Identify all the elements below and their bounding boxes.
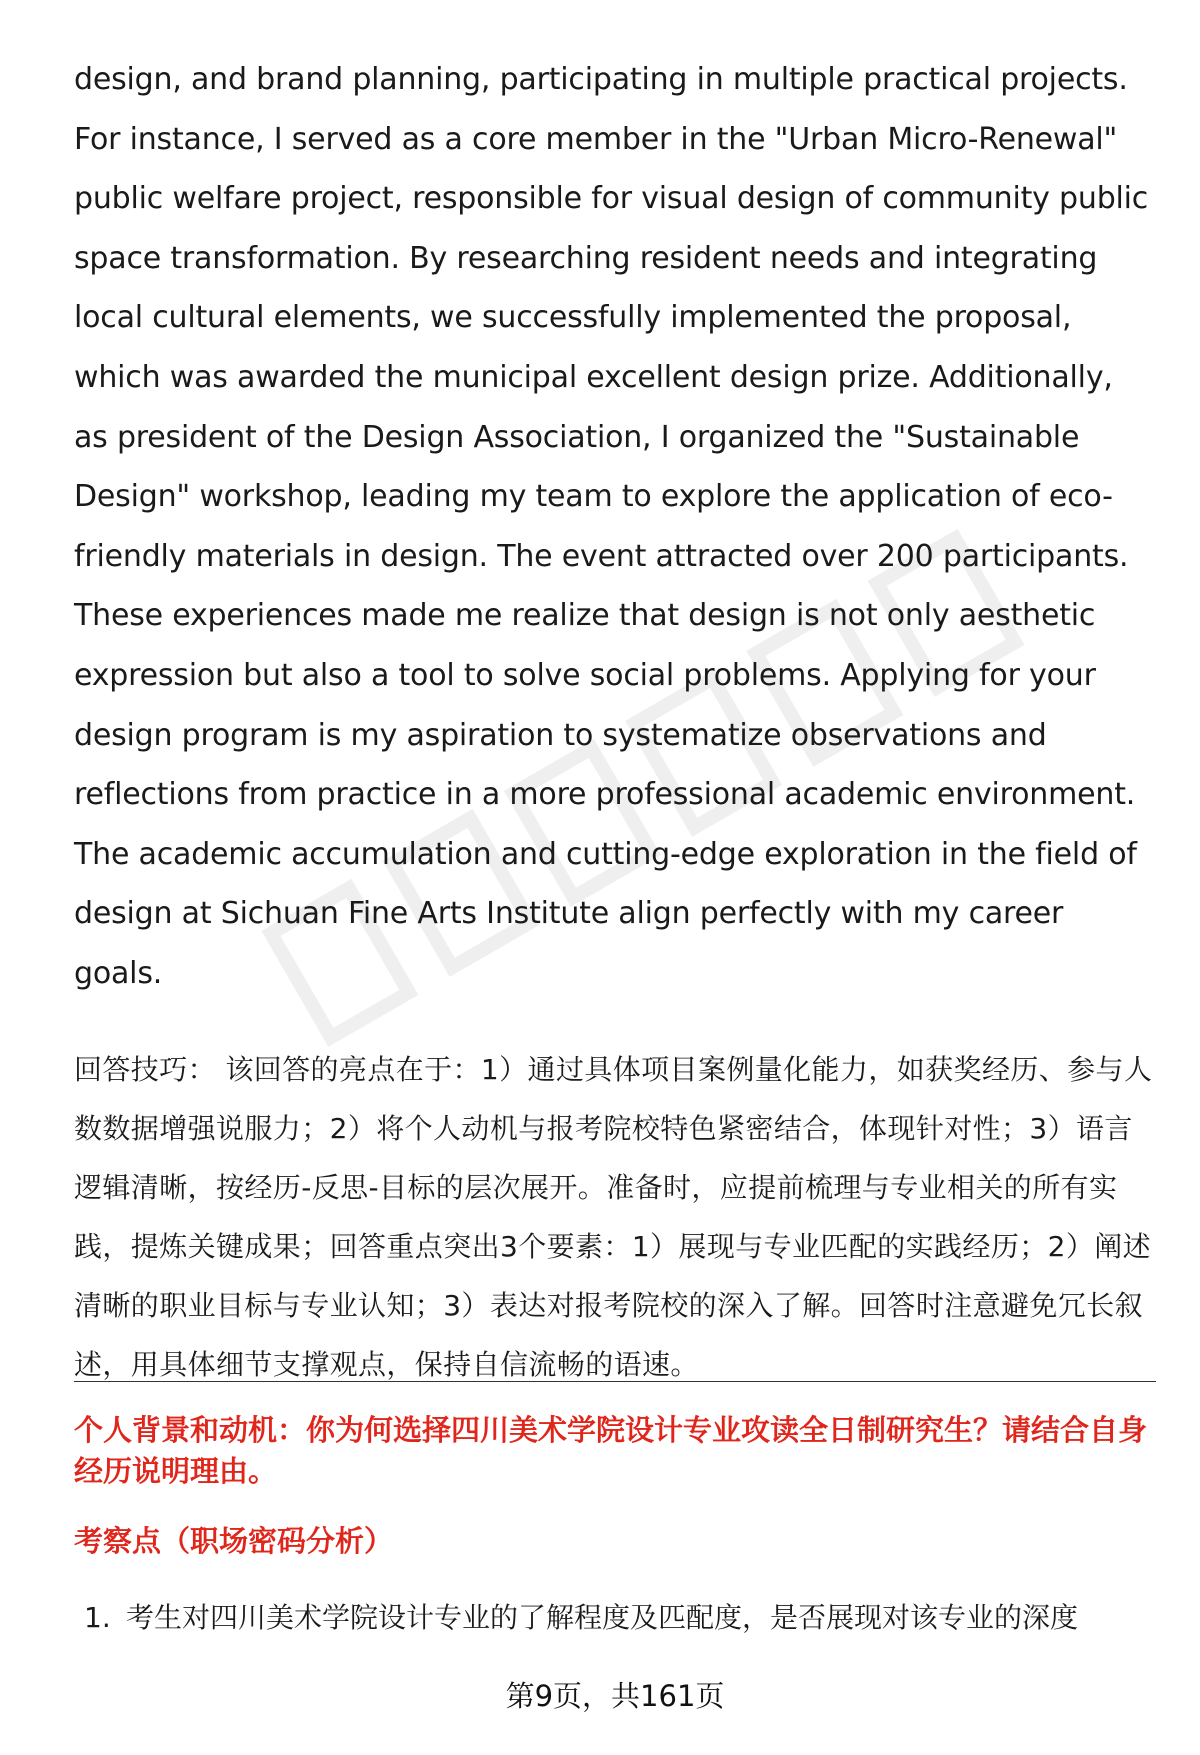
list-item xyxy=(84,1596,1164,1640)
tips-text: 该回答的亮点在于：1）通过具体项目案例量化能力，如获奖经历、参与人数数据增强说服力；2）将个人动机与报考院校特色紧密结合，体现针对性；3）语言逻辑清晰，按经历-反思-目标的层次展开。准备时，应提前梳理与专业相关的所有实践，提炼关键成果；回答重点突出3个要素：1）展现与专业匹配的实践经历；2）阐述清晰的职业目标与专业认知；3）表达对报考院校的深入了解。回答时注意避免冗长叙述，用具体细节支撑观点，保持自信流畅的语速。 xyxy=(74,1052,1153,1381)
main-content xyxy=(74,50,1154,1394)
list-item-number: 1. xyxy=(84,1601,111,1634)
assessment-points-list xyxy=(84,1596,1164,1640)
question-heading: 个人背景和动机：你为何选择四川美术学院设计专业攻读全日制研究生？请结合自身经历说明理由。 xyxy=(74,1413,1148,1488)
answer-paragraph: design, and brand planning, participating in multiple practical projects. For instance, I served as a core member in the "Urban Micro-Renewal" public welfare project, responsible for visual design of community public space transformation. By researching resident needs and integrating local cultural elements, we successfully implemented the proposal, which was awarded the municipal excellent design prize. Additionally, as president of the Design Association, I organized the "Sustainable Design" workshop, leading my team to explore the application of eco-friendly materials in design. The event attracted over 200 participants. These experiences made me realize that design is not only aesthetic expression but also a tool to solve social problems. Applying for your design program is my aspiration to systematize observations and reflections from practice in a more professional academic environment. The academic accumulation and cutting-edge exploration in the field of design at Sichuan Fine Arts Institute align perfectly with my career goals. xyxy=(74,62,1149,991)
tips-label: 回答技巧： xyxy=(74,1052,217,1086)
assessment-points-heading: 考察点（职场密码分析） xyxy=(74,1524,394,1558)
list-item-text: 考生对四川美术学院设计专业的了解程度及匹配度，是否展现对该专业的深度 xyxy=(126,1601,1079,1634)
page-number-footer: 第9页，共161页 xyxy=(505,1679,725,1713)
answer-tips xyxy=(74,1040,1154,1394)
section-divider xyxy=(74,1381,1156,1382)
